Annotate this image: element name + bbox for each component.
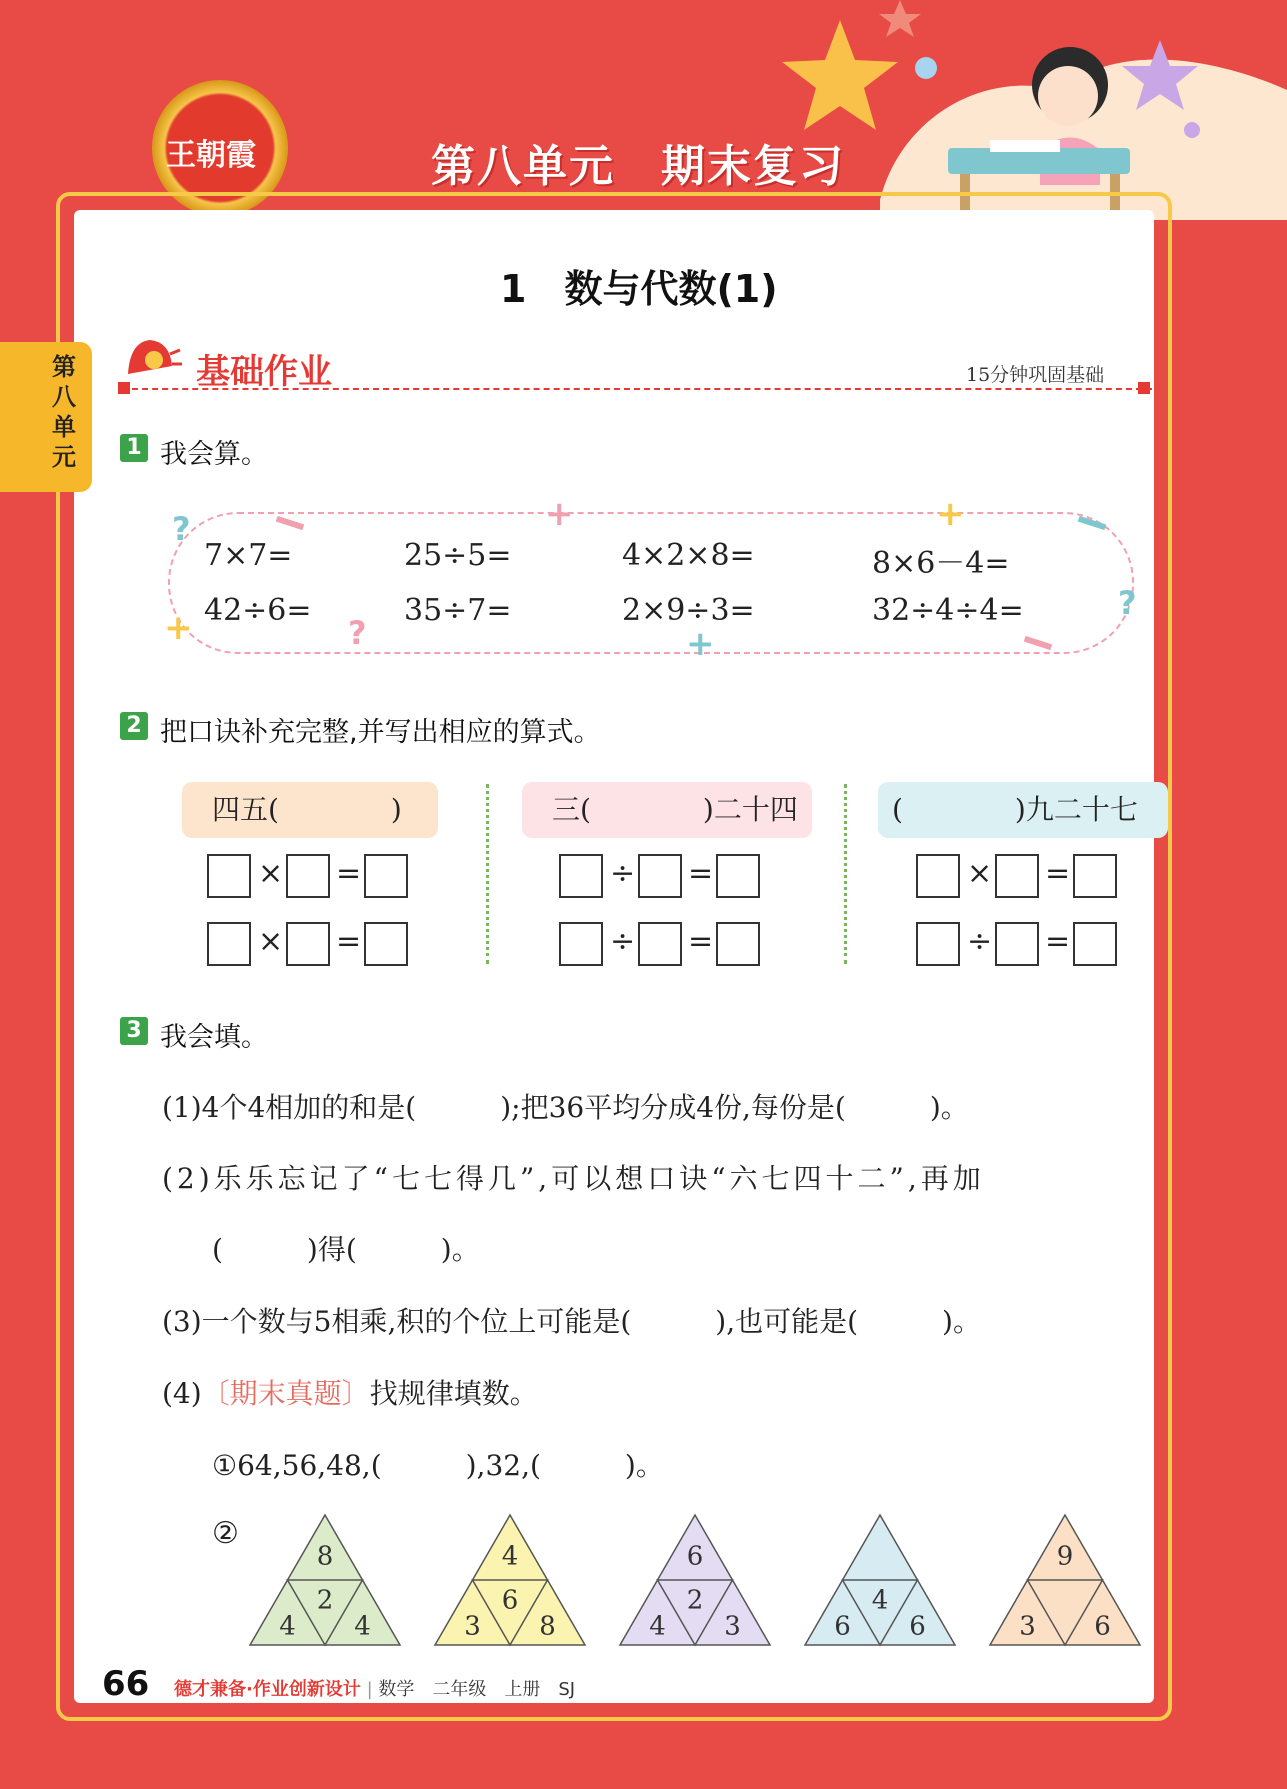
calc-item: 7×7= — [204, 538, 293, 573]
equals-sign: = — [336, 924, 362, 959]
footer-text: 德才兼备·作业创新设计 | 数学 二年级 上册 SJ — [174, 1679, 576, 1700]
operator: × — [967, 856, 993, 891]
question-mark-icon: ? — [1118, 584, 1137, 622]
answer-box[interactable] — [995, 854, 1039, 898]
q1-number: 1 — [120, 434, 148, 462]
answer-box[interactable] — [207, 854, 251, 898]
calc-item: 42÷6= — [204, 593, 312, 628]
triangle-number-top: 4 — [501, 1541, 519, 1572]
answer-box[interactable] — [559, 854, 603, 898]
answer-box[interactable] — [286, 922, 330, 966]
q3-line-1: (1)4个4相加的和是( );把36平均分成4份,每份是( )。 — [162, 1091, 969, 1124]
page-number: 66 — [102, 1664, 150, 1704]
calc-item: 35÷7= — [404, 593, 512, 628]
triangle-puzzles — [240, 1510, 1160, 1660]
number-triangle — [805, 1515, 955, 1645]
operator: × — [258, 924, 284, 959]
answer-box[interactable] — [1073, 922, 1117, 966]
section-divider — [122, 388, 1152, 390]
calc-item: 4×2×8= — [622, 538, 755, 573]
triangle-number-left: 3 — [1019, 1611, 1036, 1642]
side-tab[interactable] — [0, 342, 92, 492]
q2-number: 2 — [120, 712, 148, 740]
triangle-number-left: 3 — [464, 1611, 481, 1642]
lesson-title: 1 数与代数(1) — [500, 267, 778, 311]
divider-end — [1138, 382, 1150, 394]
plus-icon: + — [936, 494, 965, 534]
equals-sign: = — [1045, 856, 1071, 891]
number-triangle — [990, 1515, 1140, 1645]
plus-icon: + — [545, 494, 574, 534]
q3-prompt: 我会填。 — [160, 1022, 268, 1053]
triangle-number-mid: 4 — [871, 1585, 889, 1616]
equals-sign: = — [1045, 924, 1071, 959]
sub-text: 找规律填数。 — [369, 1377, 538, 1410]
rhyme-blank-1[interactable]: 四五( ) — [182, 782, 438, 838]
triangle-number-mid: 2 — [686, 1585, 704, 1616]
plus-icon: + — [164, 608, 193, 648]
equals-sign: = — [688, 924, 714, 959]
unit-title: 第八单元 期末复习 — [431, 141, 845, 192]
book-info: 数学 二年级 上册 SJ — [378, 1679, 576, 1700]
equals-sign: = — [336, 856, 362, 891]
logo-text: 王朝霞 — [166, 138, 256, 173]
q3-line-2: (2)乐乐忘记了“七七得几”,可以想口诀“六七四十二”,再加 — [162, 1162, 985, 1195]
sub-label: (4) — [162, 1377, 202, 1410]
answer-box[interactable] — [638, 854, 682, 898]
q3-number: 3 — [120, 1017, 148, 1045]
triangle-number-mid: 6 — [501, 1585, 519, 1616]
triangle-label: ② — [212, 1516, 239, 1551]
triangle-number-top: 8 — [316, 1541, 334, 1572]
triangle-number-right: 8 — [539, 1611, 556, 1642]
series-name: 德才兼备·作业创新设计 — [174, 1679, 361, 1700]
section-title: 基础作业 — [196, 352, 332, 392]
question-mark-icon: ? — [348, 614, 367, 652]
calc-item: 8×6－4= — [872, 546, 1010, 581]
q1-prompt: 我会算。 — [160, 439, 268, 470]
triangle-number-left: 4 — [279, 1611, 296, 1642]
q3-line-3: ( )得( )。 — [212, 1233, 480, 1266]
answer-box[interactable] — [995, 922, 1039, 966]
answer-box[interactable] — [716, 922, 760, 966]
answer-box[interactable] — [1073, 854, 1117, 898]
answer-box[interactable] — [559, 922, 603, 966]
star-icon — [879, 0, 921, 37]
triangle-number-right: 6 — [1094, 1611, 1111, 1642]
number-triangle — [620, 1515, 770, 1645]
triangle-number-right: 6 — [909, 1611, 926, 1642]
answer-box[interactable] — [207, 922, 251, 966]
q2-prompt: 把口诀补充完整,并写出相应的算式。 — [160, 717, 601, 748]
answer-box[interactable] — [916, 854, 960, 898]
number-triangle — [250, 1515, 400, 1645]
answer-box[interactable] — [638, 922, 682, 966]
number-triangle — [435, 1515, 585, 1645]
operator: × — [258, 856, 284, 891]
bell-icon — [120, 334, 184, 384]
answer-box[interactable] — [716, 854, 760, 898]
q1-cloud — [168, 512, 1134, 654]
operator: ÷ — [610, 856, 636, 891]
triangle-number-top: 9 — [1056, 1541, 1074, 1572]
operator: ÷ — [610, 924, 636, 959]
calc-item: 25÷5= — [404, 538, 512, 573]
triangle-number-left: 4 — [649, 1611, 666, 1642]
answer-box[interactable] — [286, 854, 330, 898]
triangle-number-right: 3 — [724, 1611, 741, 1642]
calc-item: 32÷4÷4= — [872, 593, 1024, 628]
q3-line-4: (3)一个数与5相乘,积的个位上可能是( ),也可能是( )。 — [162, 1305, 981, 1338]
operator: ÷ — [967, 924, 993, 959]
equals-sign: = — [688, 856, 714, 891]
triangle-number-mid: 2 — [316, 1585, 334, 1616]
sequence-line: ①64,56,48,( ),32,( )。 — [212, 1449, 664, 1482]
rhyme-blank-2[interactable]: 三( )二十四 — [522, 782, 812, 838]
section-note: 15分钟巩固基础 — [966, 364, 1105, 386]
calc-item: 2×9÷3= — [622, 593, 755, 628]
side-tab-label: 第八单元 — [52, 353, 76, 471]
answer-box[interactable] — [364, 922, 408, 966]
triangle-number-top: 6 — [686, 1541, 704, 1572]
divider-end — [118, 382, 130, 394]
vine-divider — [844, 784, 853, 964]
q3-line-5 — [162, 1372, 538, 1412]
vine-divider — [486, 784, 495, 964]
exam-tag: 〔期末真题〕 — [201, 1377, 370, 1410]
rhyme-blank-3[interactable]: ( )九二十七 — [878, 782, 1168, 838]
question-mark-icon: ? — [172, 510, 191, 548]
answer-box[interactable] — [916, 922, 960, 966]
triangle-number-right: 4 — [354, 1611, 371, 1642]
plus-icon: + — [686, 624, 715, 664]
answer-box[interactable] — [364, 854, 408, 898]
triangle-number-left: 6 — [834, 1611, 851, 1642]
star-icon — [782, 20, 898, 130]
